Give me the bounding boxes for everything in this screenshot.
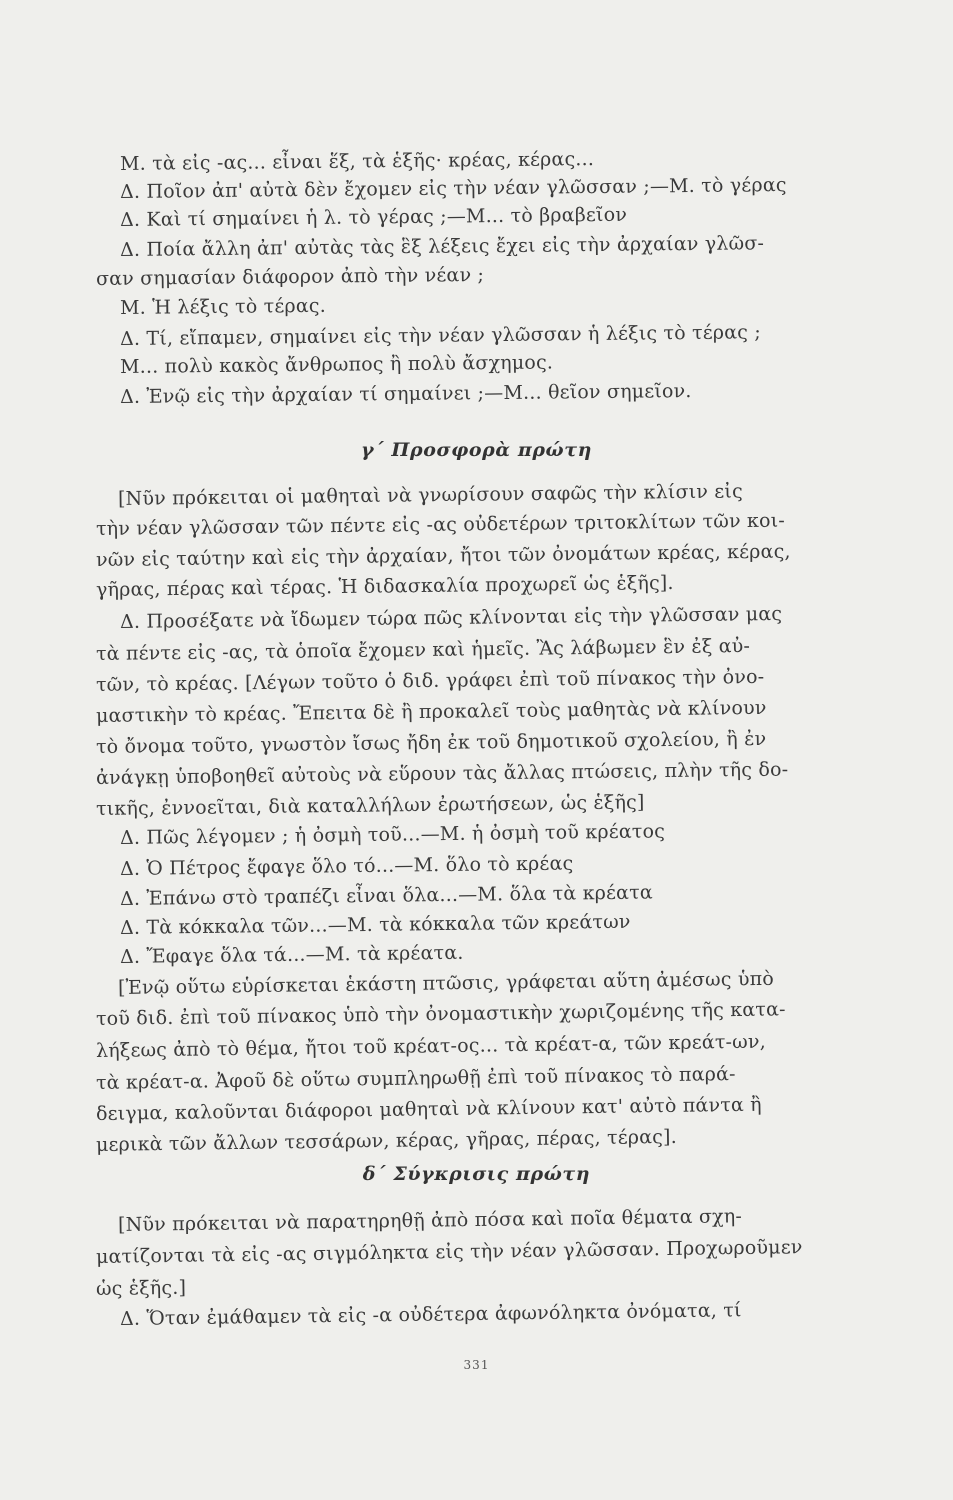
text-line: Δ. Ὁ Πέτρος ἔφαγε ὅλο τό...—Μ. ὅλο τὸ κρέας bbox=[119, 852, 574, 880]
text-line: ὡς ἑξῆς.] bbox=[95, 1276, 187, 1300]
text-line: τῶν, τὸ κρέας. [Λέγων τοῦτο ὁ διδ. γράφει ἐπὶ τοῦ πίνακος τὴν ὀνο- bbox=[95, 665, 765, 696]
text-line: νῶν εἰς ταύτην καὶ εἰς τὴν ἀρχαίαν, ἤτοι τῶν ὀνομάτων κρέας, κέρας, bbox=[95, 540, 791, 571]
text-line: μερικὰ τῶν ἄλλων τεσσάρων, κέρας, γῆρας, πέρας, τέρας]. bbox=[95, 1125, 678, 1156]
text-line: τὴν νέαν γλῶσσαν τῶν πέντε εἰς -ας οὐδετέρων τριτοκλίτων τῶν κοι- bbox=[95, 509, 786, 540]
page-number: 331 bbox=[463, 1358, 490, 1372]
text-line: Δ. Πῶς λέγομεν ; ἡ ὀσμὴ τοῦ...—Μ. ἡ ὀσμὴ τοῦ κρέατος bbox=[119, 820, 666, 849]
text-line: Μ... πολὺ κακὸς ἄνθρωπος ἢ πολὺ ἄσχημος. bbox=[119, 351, 554, 378]
text-line: [Νῦν πρόκειται νὰ παρατηρηθῇ ἀπὸ πόσα καὶ ποῖα θέματα σχη- bbox=[117, 1205, 743, 1236]
text-line: τὰ κρέατ-α. Ἀφοῦ δὲ οὕτω συμπληρωθῇ ἐπὶ τοῦ πίνακος τὸ παρά- bbox=[95, 1063, 736, 1094]
text-line: Μ. Ἡ λέξις τὸ τέρας. bbox=[119, 294, 327, 319]
text-line: μαστικὴν τὸ κρέας. Ἔπειτα δὲ ἢ προκαλεῖ τοὺς μαθητὰς νὰ κλίνουν bbox=[95, 696, 767, 727]
text-line: Δ. Ποία ἄλλη ἀπ' αὐτὰς τὰς ἓξ λέξεις ἔχει εἰς τὴν ἀρχαίαν γλῶσ- bbox=[119, 232, 765, 261]
text-line: ἀνάγκῃ ὑποβοηθεῖ αὐτοὺς νὰ εὕρουν τὰς ἄλλας πτώσεις, πλὴν τῆς δο- bbox=[95, 758, 789, 789]
text-line: γῆρας, πέρας καὶ τέρας. Ἡ διδασκαλία προχωρεῖ ὡς ἑξῆς]. bbox=[95, 571, 674, 601]
text-line: Δ. Προσέξατε νὰ ἴδωμεν τώρα πῶς κλίνονται εἰς τὴν γλῶσσαν μας bbox=[119, 602, 783, 633]
text-line: τικῆς, ἐννοεῖται, διὰ καταλλήλων ἐρωτήσεων, ὡς ἑξῆς] bbox=[95, 791, 645, 820]
text-line: τὰ πέντε εἰς -ας, τὰ ὁποῖα ἔχομεν καὶ ἡμεῖς. Ἂς λάβωμεν ἓν ἐξ αὐ- bbox=[95, 635, 751, 665]
text-line: Δ. Ἐνῷ εἰς τὴν ἀρχαίαν τί σημαίνει ;—Μ... θεῖον σημεῖον. bbox=[119, 380, 692, 408]
text-line: Μ. τὰ εἰς -ας... εἶναι ἕξ, τὰ ἑξῆς· κρέας, κέρας... bbox=[119, 148, 595, 175]
text-line: Δ. Ὅταν ἐμάθαμεν τὰ εἰς -α οὐδέτερα ἀφωνόληκτα ὀνόματα, τί bbox=[119, 1299, 742, 1330]
text-line: Δ. Τὰ κόκκαλα τῶν...—Μ. τὰ κόκκαλα τῶν κρεάτων bbox=[119, 910, 631, 939]
text-line: [Ἐνῷ οὕτω εὑρίσκεται ἑκάστη πτῶσις, γράφεται αὕτη ἀμέσως ὑπὸ bbox=[117, 967, 775, 999]
text-line: τοῦ διδ. ἐπὶ τοῦ πίνακος ὑπὸ τὴν ὀνομαστικὴν χωριζομένης τῆς κατα- bbox=[95, 998, 786, 1030]
text-line: [Νῦν πρόκειται οἱ μαθηταὶ νὰ γνωρίσουν σαφῶς τὴν κλίσιν εἰς bbox=[117, 480, 743, 510]
text-line: λήξεως ἀπὸ τὸ θέμα, ἤτοι τοῦ κρέατ-ος... τὰ κρέατ-α, τῶν κρεάτ-ων, bbox=[95, 1030, 767, 1062]
section-heading: δ΄ Σύγκρισις πρώτη bbox=[362, 1163, 591, 1185]
text-line: δειγμα, καλοῦνται διάφοροι μαθηταὶ νὰ κλίνουν κατ' αὐτὸ πάντα ἢ bbox=[95, 1093, 762, 1125]
text-line: ματίζονται τὰ εἰς -ας σιγμόληκτα εἰς τὴν νέαν γλῶσσαν. Προχωροῦμεν bbox=[95, 1236, 803, 1268]
text-line: Δ. Ἐπάνω στὸ τραπέζι εἶναι ὅλα...—Μ. ὅλα τὰ κρέατα bbox=[119, 881, 654, 910]
section-heading: γ΄ Προσφορὰ πρώτη bbox=[360, 439, 593, 461]
text-line: Δ. Τί, εἴπαμεν, σημαίνει εἰς τὴν νέαν γλῶσσαν ἡ λέξις τὸ τέρας ; bbox=[119, 321, 762, 350]
text-line: τὸ ὄνομα τοῦτο, γνωστὸν ἴσως ἤδη ἐκ τοῦ δημοτικοῦ σχολείου, ἢ ἐν bbox=[95, 727, 767, 758]
text-line: Δ. Ἔφαγε ὅλα τά...—Μ. τὰ κρέατα. bbox=[119, 941, 464, 968]
text-line: Δ. Καὶ τί σημαίνει ἡ λ. τὸ γέρας ;—Μ... τὸ βραβεῖον bbox=[119, 203, 628, 231]
text-line: Δ. Ποῖον ἀπ' αὐτὰ δὲν ἔχομεν εἰς τὴν νέαν γλῶσσαν ;—Μ. τὸ γέρας bbox=[119, 174, 787, 203]
text-line: σαν σημασίαν διάφορον ἀπὸ τὴν νέαν ; bbox=[95, 263, 485, 290]
